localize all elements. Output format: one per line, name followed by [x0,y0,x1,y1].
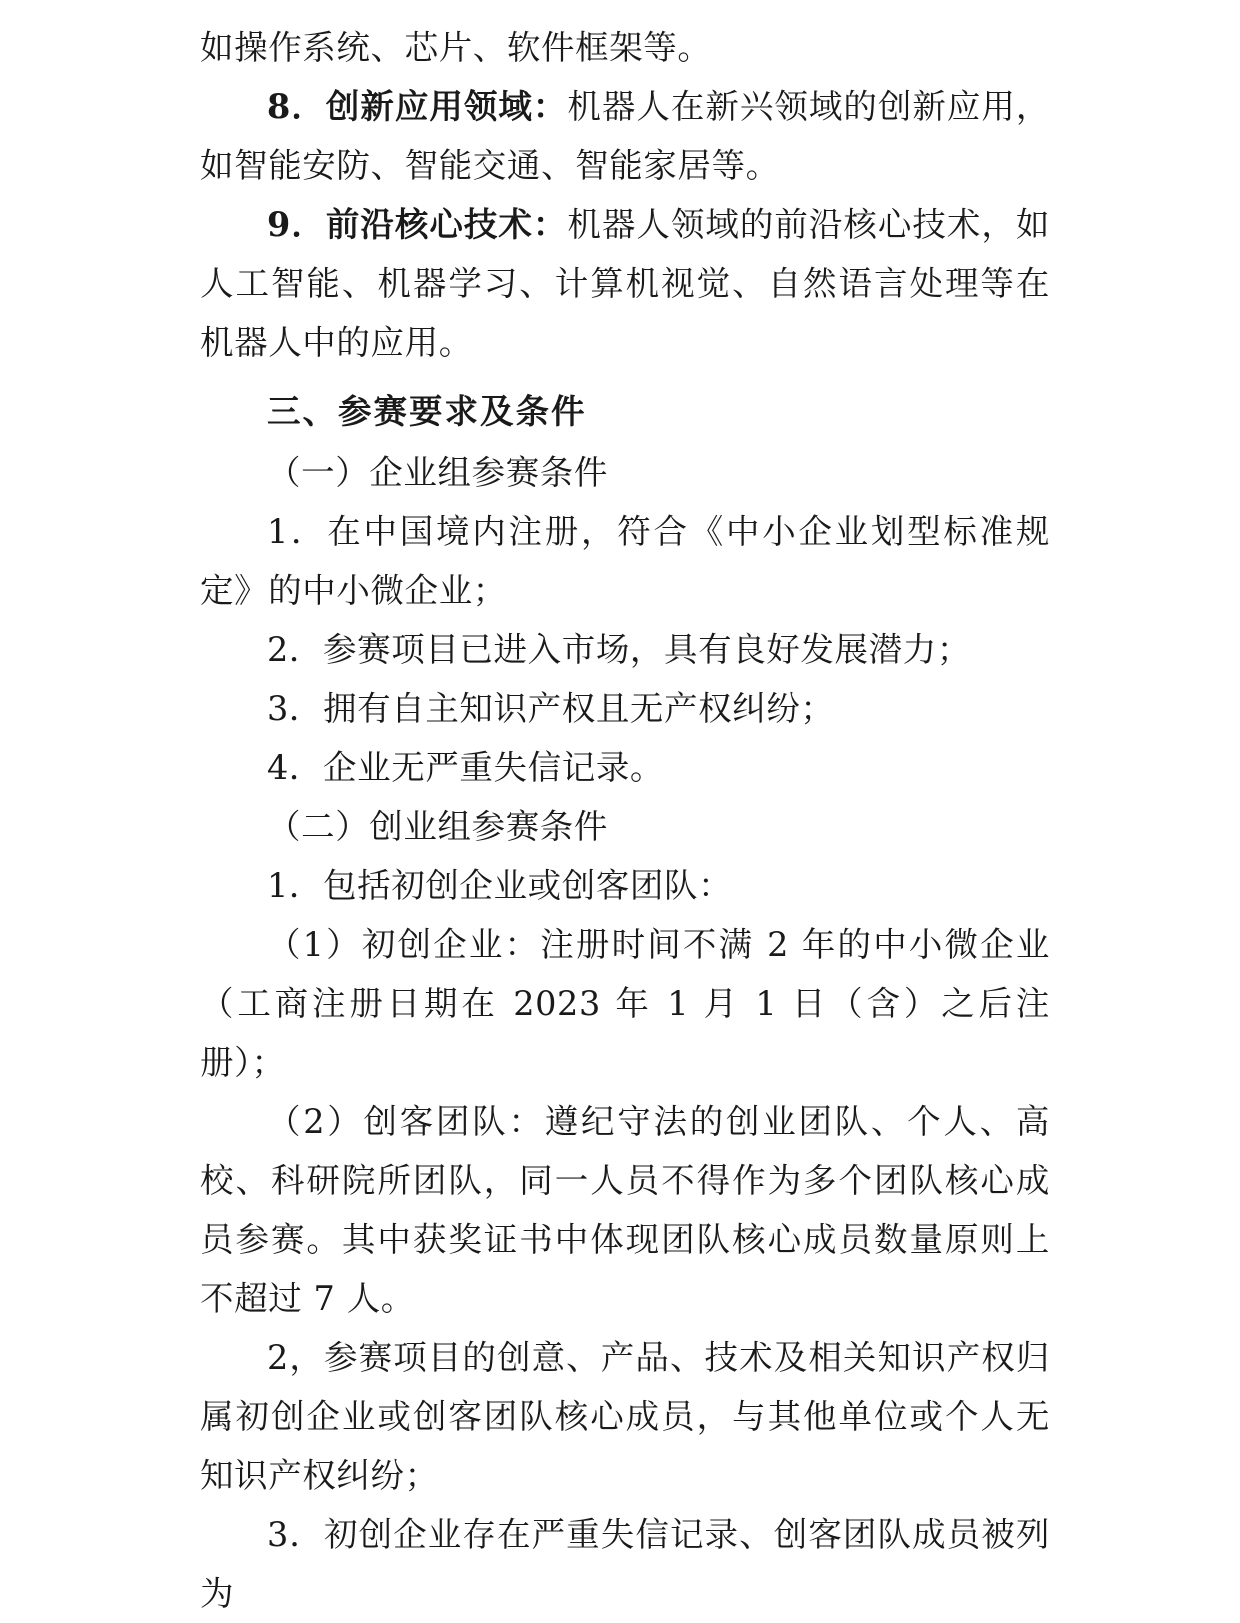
paragraph-continuation: 如操作系统、芯片、软件框架等。 [200,28,712,67]
list-item-9-text: 机器人领域的前沿核心技术，如人工智能、机器学习、计算机视觉、自然语言处理等在机器人中的应用。 [200,205,1050,362]
list-item-9-label: 9．前沿核心技术： [267,205,568,244]
startup-condition-1-sub-1: （1）初创企业：注册时间不满 2 年的中小微企业（工商注册日期在 2023 年 1 月 1 日（含）之后注册）； [200,925,1050,1082]
subsection-heading-one: （一）企业组参赛条件 [267,453,608,492]
enterprise-condition-4: 4．企业无严重失信记录。 [267,748,665,787]
list-item-8-label: 8．创新应用领域： [267,87,568,126]
enterprise-condition-2: 2．参赛项目已进入市场，具有良好发展潜力； [267,630,971,669]
list-item-8-text: 机器人在新兴领域的创新应用，如智能安防、智能交通、智能家居等。 [200,87,1050,185]
subsection-heading-two: （二）创业组参赛条件 [267,807,608,846]
enterprise-condition-3: 3．拥有自主知识产权且无产权纠纷； [267,689,835,728]
startup-condition-3: 3．初创企业存在严重失信记录、创客团队成员被列为 [200,1515,1050,1613]
section-heading-three: 三、参赛要求及条件 [267,392,587,431]
document-body [200,18,1050,1623]
list-item-8 [200,77,1050,195]
startup-condition-1-sub-2: （2）创客团队：遵纪守法的创业团队、个人、高校、科研院所团队，同一人员不得作为多个团队核心成员参赛。其中获奖证书中体现团队核心成员数量原则上不超过 7 人。 [200,1102,1050,1318]
startup-condition-1: 1．包括初创企业或创客团队： [267,866,733,905]
startup-condition-2: 2，参赛项目的创意、产品、技术及相关知识产权归属初创企业或创客团队核心成员，与其他单位或个人无知识产权纠纷； [200,1338,1050,1495]
list-item-9 [200,195,1050,372]
enterprise-condition-1: 1．在中国境内注册，符合《中小企业划型标准规定》的中小微企业； [200,512,1050,610]
